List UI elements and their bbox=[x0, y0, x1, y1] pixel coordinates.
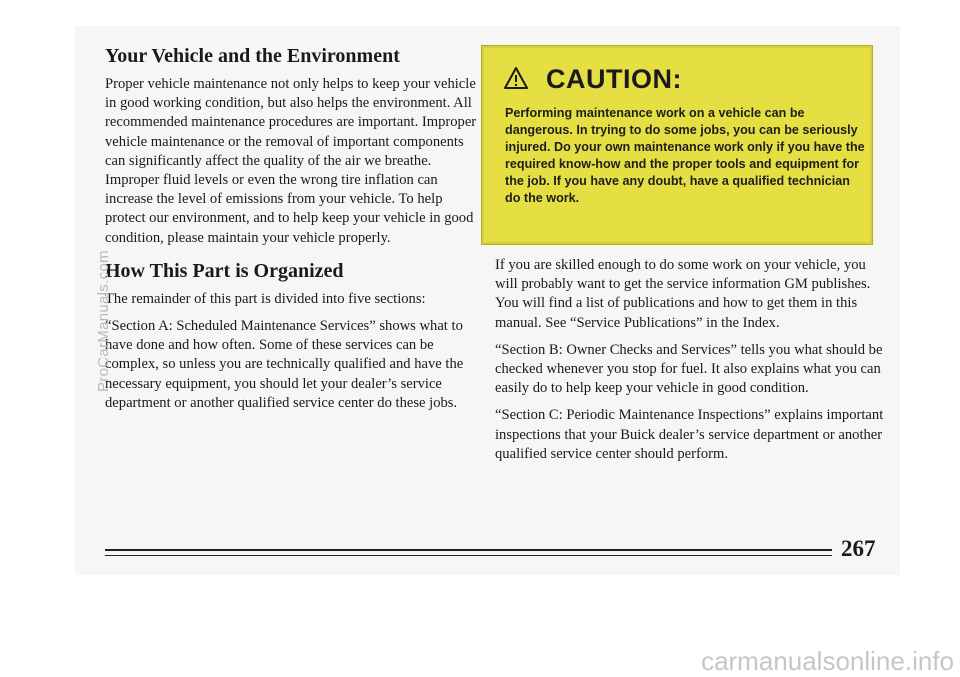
right-column bbox=[495, 256, 885, 472]
side-watermark: ProCarManuals.com bbox=[95, 250, 112, 392]
environment-paragraph: Proper vehicle maintenance not only helps to keep your vehicle in good working condition, but also helps the environment. All recommended maintenance procedures are important. Improper vehicle maintenance or the removal of important components can significantly affect the quality of the air we breathe. Improper fluid levels or even the wrong tire inflation can increase the level of emissions from your vehicle. To help protect our environment, and to help keep your vehicle in good condition, please maintain your vehicle properly. bbox=[105, 76, 477, 246]
left-column bbox=[105, 45, 480, 421]
page-number: 267 bbox=[841, 536, 876, 561]
footer-rule-thick bbox=[105, 549, 832, 551]
footer-rule-thin bbox=[105, 555, 832, 556]
service-info-paragraph: If you are skilled enough to do some work on your vehicle, you will probably want to get the service information GM publishes. You will find a list of publications and how to get them in this manual. See “Service Publications” in the Index. bbox=[495, 257, 871, 331]
caution-body: Performing maintenance work on a vehicle can be dangerous. In trying to do some jobs, you can be seriously injured. Do your own maintenance work only if you have the required know-how and the proper tools and equipment for the job. If you have any doubt, have a qualified technician do the work. bbox=[505, 106, 865, 205]
section-heading-organization: How This Part is Organized bbox=[105, 259, 344, 282]
caution-title: CAUTION: bbox=[546, 64, 682, 94]
section-a-paragraph: “Section A: Scheduled Maintenance Services” shows what to have done and how often. Some of these services can be complex, so unless you are technically qualified and have the necessary equipment, you should let your dealer’s service department or another qualified service center do these jobs. bbox=[105, 318, 464, 411]
footer-watermark: carmanualsonline.info bbox=[701, 646, 954, 676]
caution-box bbox=[481, 45, 873, 245]
section-heading-environment: Your Vehicle and the Environment bbox=[105, 45, 400, 67]
section-b-paragraph: “Section B: Owner Checks and Services” tells you what should be checked whenever you stop for fuel. It also explains what you can easily do to help keep your vehicle in good condition. bbox=[495, 341, 883, 397]
sections-intro-paragraph: The remainder of this part is divided into five sections: bbox=[105, 290, 426, 307]
section-c-paragraph: “Section C: Periodic Maintenance Inspections” explains important inspections that your Buick dealer’s service department or another qualified service center should perform. bbox=[495, 407, 884, 462]
